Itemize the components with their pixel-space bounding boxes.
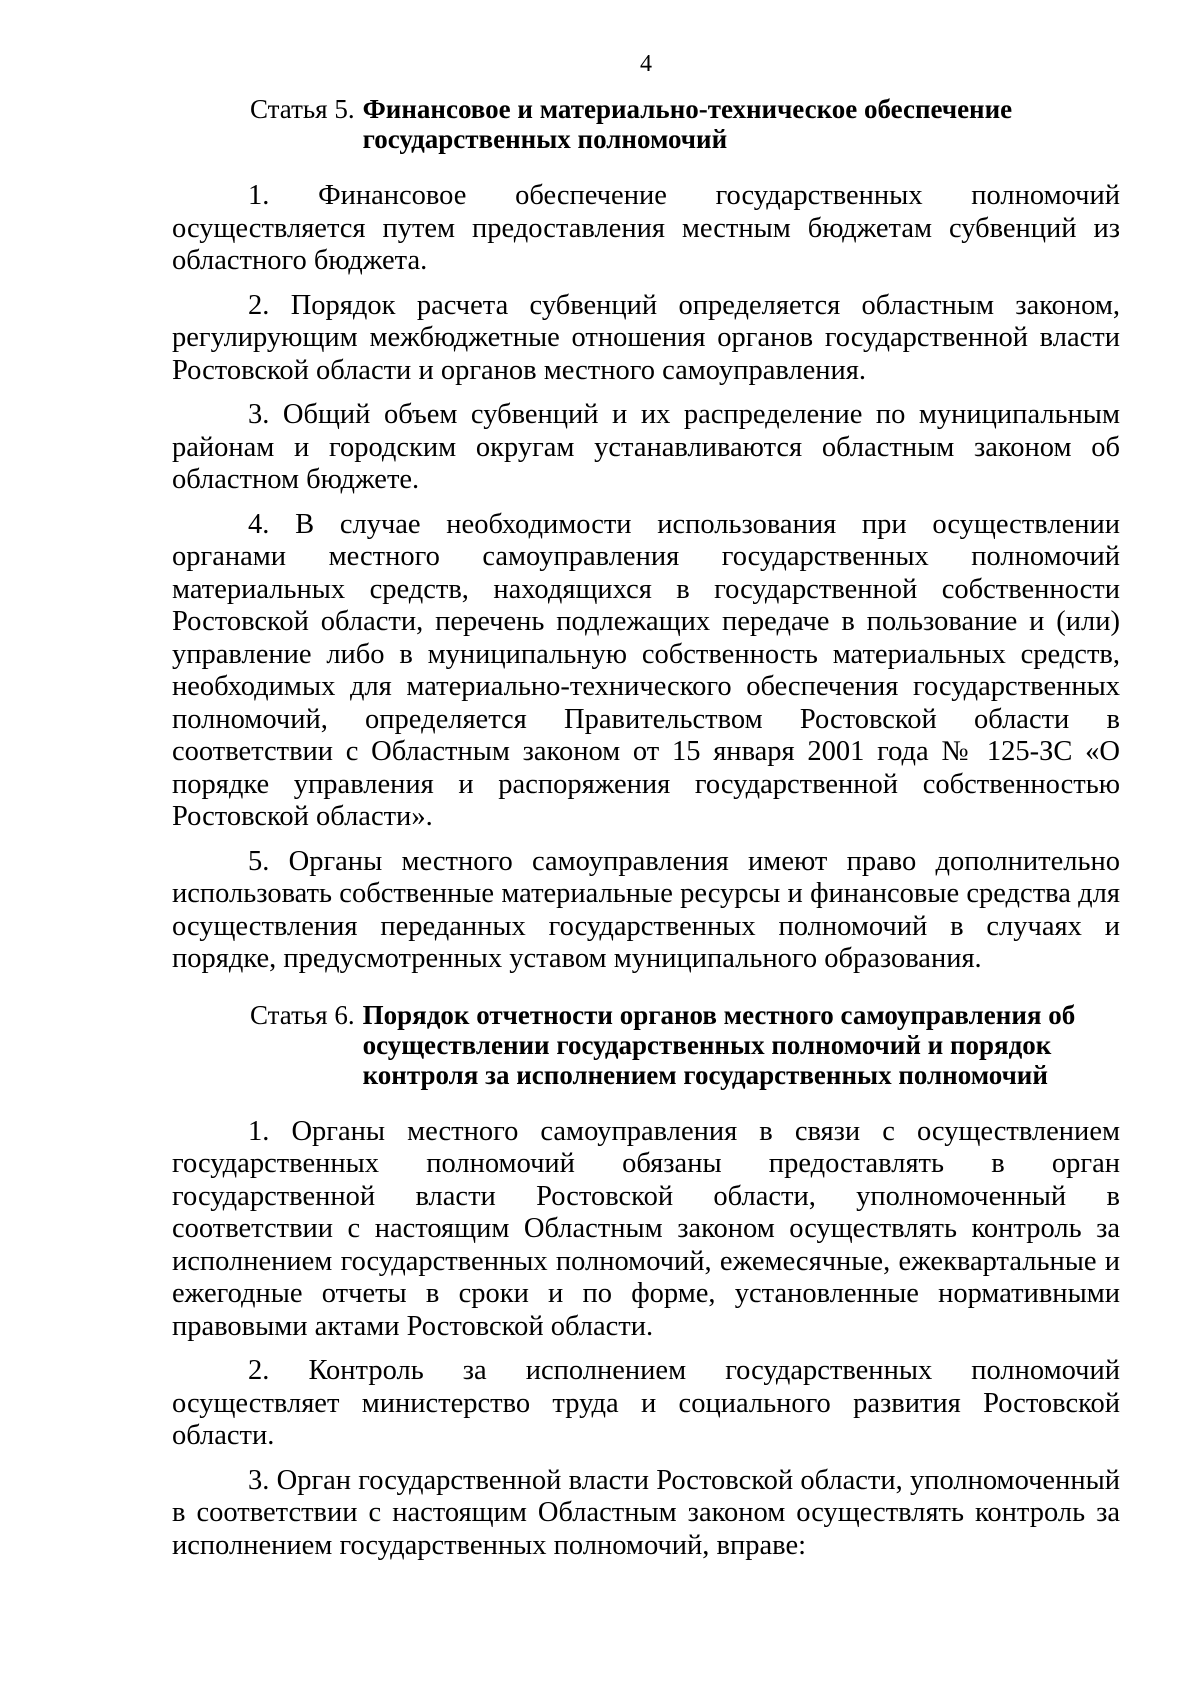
article-5-paragraph-4: 4. В случае необходимости использования при осуществлении органами местного самоуправления государственных полномочий материальных средств, находящихся в государственной собственности Ростовской области, перечень подлежащих передаче в пользование и (или) управление либо в муниципальную собственность материальных средств, необходимых для материально-технического обеспечения государственных полномочий, определяется Правительством Ростовской области в соответствии с Областным законом от 15 января 2001 года № 125-ЗС «О порядке управления и распоряжения государственной собственностью Ростовской области». — [172, 508, 1120, 832]
article-6-label: Статья 6. — [250, 999, 355, 1030]
article-6-paragraph-2: 2. Контроль за исполнением государственных полномочий осуществляет министерство труда и социального развития Ростовской области. — [172, 1355, 1120, 1451]
page-number: 4 — [640, 51, 652, 77]
article-5-paragraph-1: 1. Финансовое обеспечение государственных полномочий осуществляется путем предоставления местным бюджетам субвенций из областного бюджета. — [172, 180, 1120, 276]
article-5-paragraph-3: 3. Общий объем субвенций и их распределение по муниципальным районам и городским округам устанавливаются областным законом об областном бюджете. — [172, 399, 1120, 495]
article-6-heading — [250, 1000, 1120, 1090]
article-5-title: Финансовое и материально-техническое обеспечение государственных полномочий — [362, 94, 1013, 154]
article-5-label: Статья 5. — [250, 94, 355, 124]
article-6-paragraph-3: 3. Орган государственной власти Ростовской области, уполномоченный в соответствии с настоящим Областным законом осуществлять контроль за исполнением государственных полномочий, вправе: — [172, 1464, 1120, 1561]
article-5-heading — [250, 94, 1120, 154]
article-5-paragraph-5: 5. Органы местного самоуправления имеют право дополнительно использовать собственные материальные ресурсы и финансовые средства для осуществления переданных государственных полномочий в случаях и порядке, предусмотренных уставом муниципального образования. — [172, 845, 1120, 974]
article-5-paragraph-2: 2. Порядок расчета субвенций определяется областным законом, регулирующим межбюджетные отношения органов государственной власти Ростовской области и органов местного самоуправления. — [172, 289, 1120, 386]
article-6-title: Порядок отчетности органов местного самоуправления об осуществлении государственных полномочий и порядок контроля за исполнением государственных полномочий — [362, 999, 1076, 1090]
document-page — [172, 48, 1120, 1574]
article-6-paragraph-1: 1. Органы местного самоуправления в связи с осуществлением государственных полномочий обязаны предоставлять в орган государственной власти Ростовской области, уполномоченный в соответствии с настоящим Областным законом осуществлять контроль за исполнением государственных полномочий, ежемесячные, ежеквартальные и ежегодные отчеты в сроки и по форме, установленные нормативными правовыми актами Ростовской области. — [172, 1115, 1120, 1342]
